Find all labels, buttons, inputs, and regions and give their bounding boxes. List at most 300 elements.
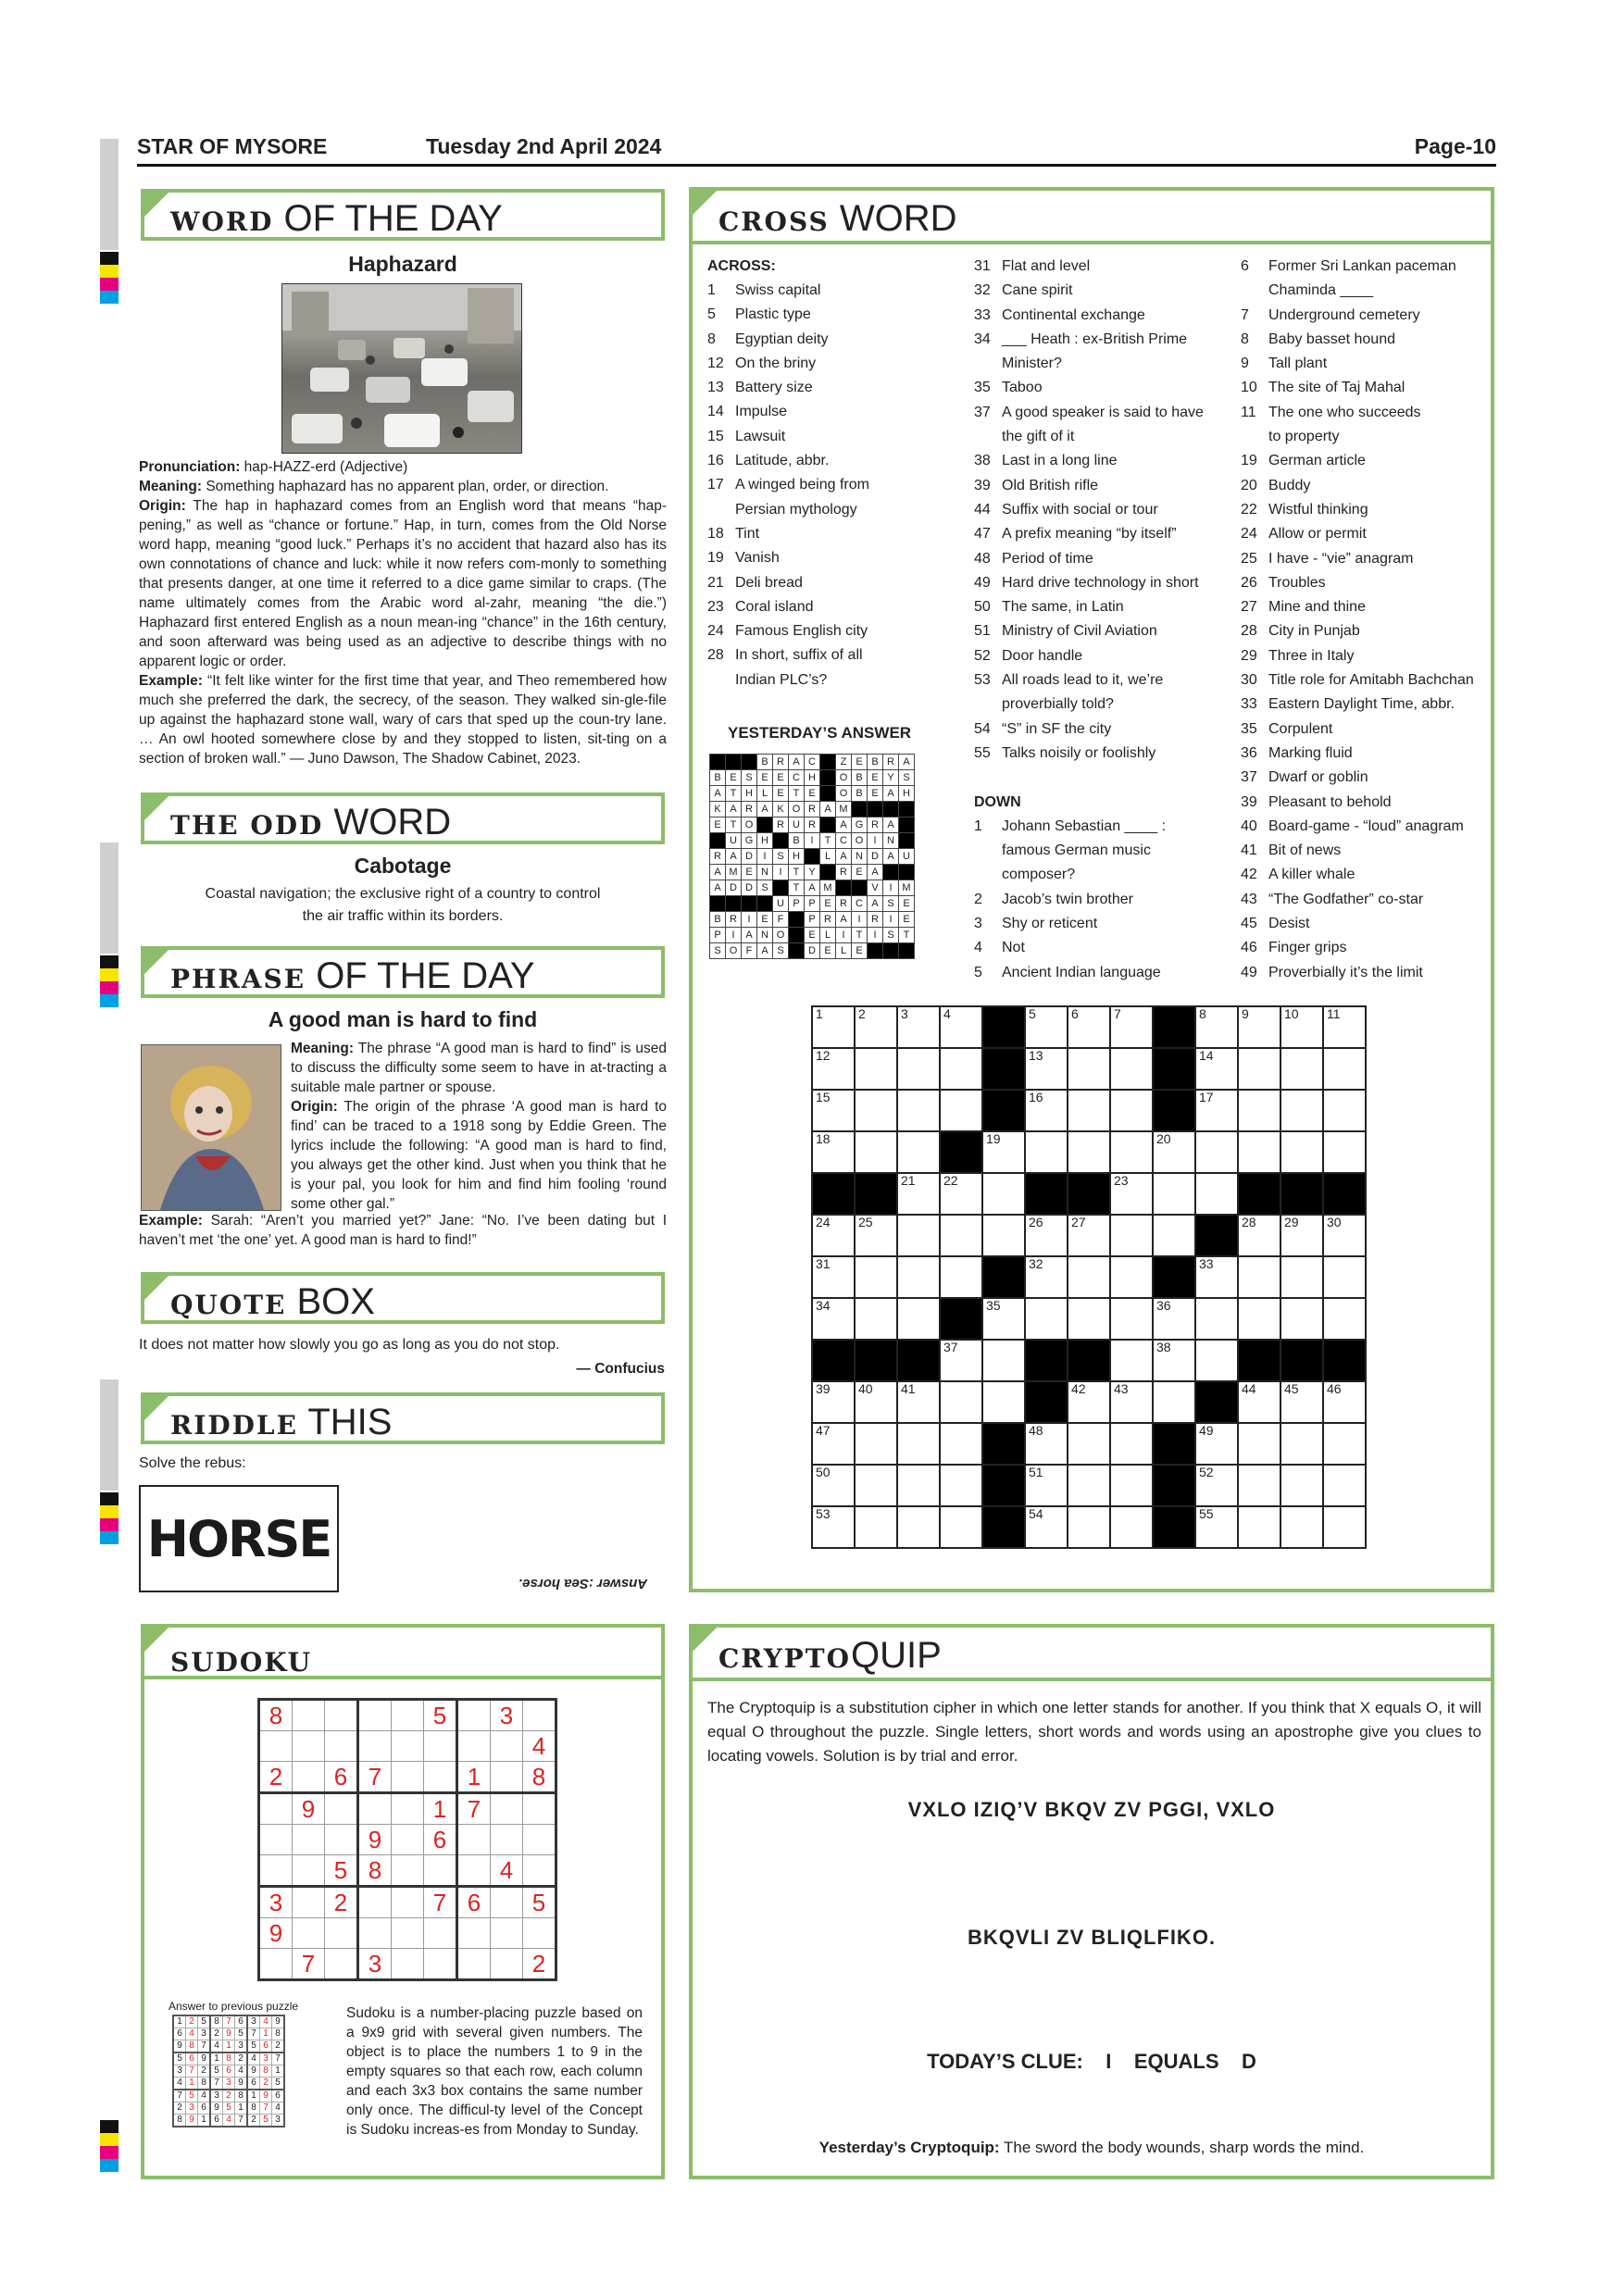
crossword-cell[interactable]	[1025, 1256, 1068, 1298]
crossword-cell[interactable]	[855, 1006, 897, 1048]
crossword-cell[interactable]	[1195, 1340, 1238, 1381]
crossword-cell[interactable]	[1323, 1215, 1366, 1256]
clue: 34 ___ Heath : ex-British Prime	[974, 331, 1188, 347]
crossword-cell[interactable]	[1238, 1090, 1280, 1131]
sudoku-cell[interactable]	[325, 1918, 358, 1949]
crossword-cell[interactable]	[940, 1423, 982, 1465]
prev-sudoku-cell: 2	[272, 2040, 285, 2053]
crossword-cell[interactable]	[812, 1423, 855, 1465]
sudoku-cell[interactable]	[491, 1918, 523, 1949]
crossword-cell[interactable]	[940, 1173, 982, 1215]
crossword-cell[interactable]	[1323, 1090, 1366, 1131]
crossword-cell[interactable]	[812, 1298, 855, 1340]
crossword-cell[interactable]	[940, 1256, 982, 1298]
answer-cell: A	[836, 912, 852, 928]
black-cell	[855, 1340, 897, 1381]
crossword-cell[interactable]	[1280, 1423, 1323, 1465]
crossword-cell[interactable]	[940, 1340, 982, 1381]
sudoku-cell[interactable]	[358, 1918, 392, 1949]
crossword-cell[interactable]	[897, 1131, 940, 1173]
crossword-cell[interactable]	[982, 1173, 1025, 1215]
black-cell	[820, 786, 836, 802]
crossword-cell[interactable]	[1195, 1090, 1238, 1131]
sudoku-cell[interactable]	[424, 1949, 457, 1980]
crossword-cell[interactable]	[812, 1006, 855, 1048]
crossword-cell[interactable]	[1238, 1048, 1280, 1090]
clue: 37 Dwarf or goblin	[1241, 769, 1368, 786]
prev-sudoku-cell: 1	[247, 2090, 260, 2103]
sudoku-cell[interactable]	[523, 1793, 556, 1825]
prev-sudoku-cell: 3	[186, 2103, 198, 2115]
crossword-cell[interactable]	[1110, 1381, 1153, 1423]
clue: 11 The one who succeeds	[1241, 404, 1421, 420]
traffic-photo	[281, 283, 522, 454]
answer-cell: U	[789, 817, 805, 833]
sudoku-cell[interactable]	[259, 1949, 293, 1980]
sudoku-cell[interactable]	[424, 1855, 457, 1887]
clue-number: 54	[1029, 1506, 1043, 1521]
crossword-cell[interactable]	[1323, 1256, 1366, 1298]
clue: 52 Door handle	[974, 647, 1083, 664]
answer-cell: D	[742, 849, 757, 865]
crossword-cell[interactable]	[812, 1465, 855, 1506]
sudoku-cell[interactable]	[457, 1825, 491, 1855]
sudoku-cell[interactable]	[293, 1887, 325, 1918]
sudoku-cell[interactable]	[392, 1855, 424, 1887]
clue: 9 Tall plant	[1241, 356, 1328, 372]
crossword-cell[interactable]	[1153, 1381, 1195, 1423]
crossword-cell[interactable]	[1110, 1173, 1153, 1215]
crossword-cell[interactable]	[940, 1381, 982, 1423]
crossword-cell[interactable]	[1238, 1381, 1280, 1423]
crossword-cell[interactable]	[1323, 1381, 1366, 1423]
crossword-cell[interactable]	[1110, 1048, 1153, 1090]
sudoku-cell[interactable]	[424, 1762, 457, 1793]
sudoku-cell[interactable]	[457, 1855, 491, 1887]
crossword-cell[interactable]	[1280, 1006, 1323, 1048]
sudoku-cell[interactable]	[457, 1700, 491, 1731]
crossword-cell[interactable]	[1025, 1423, 1068, 1465]
answer-cell: T	[820, 833, 836, 849]
sudoku-cell[interactable]	[259, 1731, 293, 1762]
crossword-cell[interactable]	[1110, 1506, 1153, 1548]
crossword-cell[interactable]	[1323, 1131, 1366, 1173]
crossword-cell[interactable]	[812, 1090, 855, 1131]
sudoku-cell[interactable]	[293, 1762, 325, 1793]
black-cell	[940, 1298, 982, 1340]
prev-sudoku-cell: 9	[247, 2065, 260, 2078]
answer-cell: R	[710, 849, 726, 865]
crossword-cell[interactable]	[1280, 1131, 1323, 1173]
black-cell	[982, 1423, 1025, 1465]
crossword-cell[interactable]	[897, 1298, 940, 1340]
prev-sudoku-cell: 9	[223, 2028, 235, 2040]
crossword-cell[interactable]	[1025, 1465, 1068, 1506]
crossword-cell[interactable]	[940, 1215, 982, 1256]
answer-cell: A	[868, 865, 883, 880]
crossword-cell[interactable]	[1238, 1465, 1280, 1506]
sudoku-cell[interactable]	[457, 1918, 491, 1949]
clue: 16 Latitude, abbr.	[707, 453, 830, 469]
clue-number: 50	[816, 1465, 831, 1479]
prev-sudoku-cell: 4	[198, 2090, 211, 2103]
crossword-cell[interactable]	[1153, 1173, 1195, 1215]
sudoku-cell[interactable]	[259, 1793, 293, 1825]
black-cell	[940, 1131, 982, 1173]
crossword-cell[interactable]	[897, 1256, 940, 1298]
sudoku-cell[interactable]	[358, 1700, 392, 1731]
crossword-cell[interactable]	[1025, 1006, 1068, 1048]
clue-number: 36	[1156, 1298, 1171, 1313]
crossword-cell[interactable]	[1195, 1423, 1238, 1465]
prev-sudoku-cell: 3	[210, 2090, 223, 2103]
sudoku-cell[interactable]	[523, 1700, 556, 1731]
crossword-cell[interactable]	[1280, 1048, 1323, 1090]
answer-cell: G	[742, 833, 757, 849]
color-mark	[100, 981, 119, 994]
clue: 29 Three in Italy	[1241, 647, 1355, 664]
black-cell	[1153, 1090, 1195, 1131]
crossword-cell[interactable]	[1025, 1048, 1068, 1090]
prev-sudoku-cell: 3	[223, 2078, 235, 2090]
crossword-cell[interactable]	[855, 1090, 897, 1131]
crossword-cell[interactable]	[1068, 1423, 1110, 1465]
sudoku-cell[interactable]	[358, 1887, 392, 1918]
crossword-cell[interactable]	[1068, 1006, 1110, 1048]
crossword-cell[interactable]	[1068, 1506, 1110, 1548]
crossword-cell[interactable]	[1110, 1298, 1153, 1340]
sudoku-cell[interactable]	[259, 1825, 293, 1855]
black-cell	[1323, 1340, 1366, 1381]
sudoku-cell[interactable]	[392, 1918, 424, 1949]
clue-number: 26	[1029, 1215, 1043, 1229]
crossword-cell[interactable]	[1195, 1131, 1238, 1173]
color-mark	[100, 994, 119, 1007]
prev-sudoku-grid	[172, 2015, 285, 2128]
crossword-cell[interactable]	[1195, 1173, 1238, 1215]
crossword-cell[interactable]	[1110, 1256, 1153, 1298]
prev-sudoku-cell: 9	[210, 2103, 223, 2115]
sudoku-cell[interactable]	[523, 1825, 556, 1855]
black-cell	[1153, 1465, 1195, 1506]
yesterday-cryptoquip: Yesterday’s Cryptoquip: The sword the body wounds, sharp words the mind.	[818, 2139, 1365, 2156]
crossword-cell[interactable]	[855, 1381, 897, 1423]
sudoku-cell[interactable]	[491, 1793, 523, 1825]
clue-number: 21	[901, 1173, 916, 1188]
crossword-cell[interactable]	[855, 1215, 897, 1256]
answer-cell: T	[789, 880, 805, 896]
prev-sudoku-cell: 4	[235, 2065, 248, 2078]
clue: 2 Jacob’s twin brother	[974, 891, 1133, 907]
crossword-cell[interactable]	[1195, 1048, 1238, 1090]
crossword-cell[interactable]	[1110, 1090, 1153, 1131]
crossword-cell[interactable]	[1025, 1298, 1068, 1340]
crossword-cell[interactable]	[855, 1256, 897, 1298]
sudoku-cell[interactable]	[392, 1700, 424, 1731]
crossword-cell[interactable]	[940, 1006, 982, 1048]
sudoku-cell[interactable]	[293, 1731, 325, 1762]
prev-sudoku-cell: 7	[198, 2040, 211, 2053]
crossword-cell[interactable]	[812, 1381, 855, 1423]
answer-cell: R	[836, 865, 852, 880]
prev-sudoku-cell: 8	[223, 2053, 235, 2065]
prev-sudoku-cell: 8	[235, 2090, 248, 2103]
crossword-cell[interactable]	[1110, 1465, 1153, 1506]
black-cell	[899, 865, 915, 880]
black-cell	[982, 1256, 1025, 1298]
crossword-cell[interactable]	[1195, 1506, 1238, 1548]
prev-sudoku-cell: 3	[173, 2065, 186, 2078]
crossword-cell[interactable]	[940, 1465, 982, 1506]
black-cell	[897, 1340, 940, 1381]
sudoku-header: SUDOKU	[141, 1624, 665, 1679]
crossword-cell[interactable]	[1068, 1131, 1110, 1173]
prev-sudoku-cell: 2	[235, 2053, 248, 2065]
black-cell	[726, 896, 742, 912]
crossword-cell[interactable]	[1025, 1215, 1068, 1256]
answer-cell: R	[820, 912, 836, 928]
answer-cell: A	[836, 817, 852, 833]
crossword-cell[interactable]	[1238, 1423, 1280, 1465]
crossword-cell[interactable]	[1195, 1465, 1238, 1506]
sudoku-cell[interactable]	[392, 1731, 424, 1762]
crossword-cell[interactable]	[1280, 1381, 1323, 1423]
sudoku-cell[interactable]	[491, 1825, 523, 1855]
answer-cell: O	[852, 833, 868, 849]
clue-number: 14	[1199, 1048, 1214, 1063]
crossword-cell[interactable]	[1068, 1298, 1110, 1340]
crossword-cell[interactable]	[897, 1215, 940, 1256]
sudoku-cell[interactable]	[358, 1731, 392, 1762]
crossword-cell[interactable]	[1280, 1256, 1323, 1298]
crossword-cell[interactable]	[940, 1506, 982, 1548]
crossword-cell[interactable]	[1153, 1298, 1195, 1340]
crossword-cell[interactable]	[982, 1340, 1025, 1381]
page-number: Page-10	[1414, 134, 1496, 158]
crossword-cell[interactable]	[1025, 1131, 1068, 1173]
black-cell	[1025, 1173, 1068, 1215]
sudoku-cell[interactable]	[325, 1949, 358, 1980]
sudoku-cell[interactable]	[293, 1918, 325, 1949]
sudoku-cell[interactable]	[392, 1825, 424, 1855]
answer-cell: R	[868, 912, 883, 928]
sudoku-cell[interactable]	[424, 1918, 457, 1949]
crossword-cell[interactable]	[812, 1131, 855, 1173]
crossword-cell[interactable]	[1068, 1381, 1110, 1423]
crossword-cell[interactable]	[1280, 1298, 1323, 1340]
crossword-cell[interactable]	[1238, 1215, 1280, 1256]
clue-number: 32	[1029, 1256, 1043, 1271]
crossword-cell[interactable]	[1153, 1131, 1195, 1173]
crossword-cell[interactable]	[1195, 1256, 1238, 1298]
sudoku-cell[interactable]	[491, 1949, 523, 1980]
clue-number: 20	[1156, 1131, 1171, 1146]
answer-cell: E	[726, 770, 742, 786]
answer-cell: M	[899, 880, 915, 896]
crossword-cell[interactable]	[1280, 1465, 1323, 1506]
crossword-cell[interactable]	[812, 1256, 855, 1298]
crossword-cell[interactable]	[1110, 1340, 1153, 1381]
crossword-cell[interactable]	[897, 1381, 940, 1423]
clue: 19 Vanish	[707, 550, 780, 567]
crossword-cell[interactable]	[897, 1090, 940, 1131]
crossword-cell[interactable]	[897, 1173, 940, 1215]
crossword-cell[interactable]	[982, 1131, 1025, 1173]
crossword-cell[interactable]	[1238, 1006, 1280, 1048]
clue-number: 53	[816, 1506, 831, 1521]
crossword-cell[interactable]	[1110, 1423, 1153, 1465]
crossword-cell[interactable]	[812, 1506, 855, 1548]
crossword-cell[interactable]	[982, 1381, 1025, 1423]
odd-word-header: THE ODD WORD	[141, 792, 665, 844]
sudoku-cell: 1	[424, 1793, 457, 1825]
crossword-cell[interactable]	[1323, 1048, 1366, 1090]
crossword-cell[interactable]	[855, 1423, 897, 1465]
sudoku-cell[interactable]	[293, 1825, 325, 1855]
crossword-cell[interactable]	[940, 1090, 982, 1131]
answer-cell: P	[710, 928, 726, 943]
crossword-cell[interactable]	[855, 1298, 897, 1340]
clue: 33 Eastern Daylight Time, abbr.	[1241, 696, 1455, 713]
crossword-cell[interactable]	[1153, 1215, 1195, 1256]
prev-sudoku-cell: 9	[272, 2015, 285, 2028]
crossword-cell[interactable]	[855, 1465, 897, 1506]
crossword-cell[interactable]	[940, 1048, 982, 1090]
sudoku-cell: 7	[358, 1762, 392, 1793]
sudoku-cell[interactable]	[491, 1887, 523, 1918]
sudoku-cell[interactable]	[523, 1918, 556, 1949]
sudoku-cell[interactable]	[392, 1887, 424, 1918]
sudoku-cell[interactable]	[491, 1731, 523, 1762]
prev-sudoku-cell: 9	[186, 2115, 198, 2128]
prev-sudoku-cell: 4	[272, 2103, 285, 2115]
crossword-cell[interactable]	[897, 1506, 940, 1548]
answer-cell: E	[899, 912, 915, 928]
crossword-cell[interactable]	[1323, 1506, 1366, 1548]
crossword-cell[interactable]	[855, 1048, 897, 1090]
crossword-cell[interactable]	[1068, 1215, 1110, 1256]
sudoku-cell[interactable]	[523, 1855, 556, 1887]
rebus-image	[139, 1485, 339, 1592]
clue-number: 55	[1199, 1506, 1214, 1521]
sudoku-cell[interactable]	[325, 1793, 358, 1825]
answer-cell: B	[757, 755, 773, 770]
cipher-line-2: BKQVLI ZV BLIQLFIKO.	[967, 1926, 1217, 1949]
clue: Chaminda ____	[1268, 282, 1373, 299]
crossword-cell[interactable]	[1323, 1298, 1366, 1340]
sudoku-cell[interactable]	[293, 1855, 325, 1887]
clue-number: 33	[1199, 1256, 1214, 1271]
sudoku-cell[interactable]	[457, 1949, 491, 1980]
sudoku-cell: 5	[325, 1855, 358, 1887]
sudoku-cell[interactable]	[392, 1949, 424, 1980]
crossword-cell[interactable]	[1025, 1090, 1068, 1131]
cryptoquip-intro: The Cryptoquip is a substitution cipher in which one letter stands for another. If you think that X equals O, it will equal O throughout the puzzle. Single letters, short words and words using an apostrophe give you clues to locating vowels. Solution is by trial and error.	[707, 1699, 1481, 1765]
sudoku-cell[interactable]	[293, 1700, 325, 1731]
crossword-cell[interactable]	[1323, 1465, 1366, 1506]
crossword-cell[interactable]	[855, 1506, 897, 1548]
crossword-cell[interactable]	[982, 1215, 1025, 1256]
crossword-cell[interactable]	[812, 1215, 855, 1256]
crossword-cell[interactable]	[982, 1298, 1025, 1340]
crossword-cell[interactable]	[897, 1423, 940, 1465]
sudoku-cell[interactable]	[358, 1793, 392, 1825]
crossword-cell[interactable]	[855, 1131, 897, 1173]
crossword-cell[interactable]	[1280, 1090, 1323, 1131]
sudoku-cell[interactable]	[491, 1762, 523, 1793]
clue-number: 8	[1199, 1006, 1206, 1021]
crossword-cell[interactable]	[1323, 1423, 1366, 1465]
black-cell	[883, 802, 899, 817]
crossword-cell[interactable]	[1110, 1131, 1153, 1173]
crossword-cell[interactable]	[1110, 1006, 1153, 1048]
sudoku-cell[interactable]	[325, 1825, 358, 1855]
sudoku-cell: 3	[358, 1949, 392, 1980]
clue: composer?	[1002, 867, 1076, 883]
sudoku-cell[interactable]	[325, 1731, 358, 1762]
sudoku-cell[interactable]	[457, 1731, 491, 1762]
sudoku-cell: 6	[424, 1825, 457, 1855]
black-cell	[1025, 1381, 1068, 1423]
sudoku-cell[interactable]	[259, 1855, 293, 1887]
answer-cell: O	[742, 817, 757, 833]
crossword-cell[interactable]	[1025, 1506, 1068, 1548]
black-cell	[1195, 1215, 1238, 1256]
crossword-cell[interactable]	[1068, 1090, 1110, 1131]
crossword-cell[interactable]	[1280, 1215, 1323, 1256]
crossword-cell[interactable]	[1110, 1215, 1153, 1256]
crossword-cell[interactable]	[897, 1465, 940, 1506]
sudoku-cell[interactable]	[392, 1762, 424, 1793]
sudoku-cell[interactable]	[392, 1793, 424, 1825]
black-cell	[883, 865, 899, 880]
sudoku-cell[interactable]	[424, 1731, 457, 1762]
answer-cell: H	[789, 849, 805, 865]
prev-sudoku-cell: 4	[186, 2028, 198, 2040]
crossword-cell[interactable]	[1238, 1298, 1280, 1340]
crossword-cell[interactable]	[1323, 1006, 1366, 1048]
clue: 38 Last in a long line	[974, 453, 1118, 469]
corner-triangle	[144, 1276, 169, 1300]
crossword-cell[interactable]	[1280, 1506, 1323, 1548]
crossword-cell[interactable]	[812, 1048, 855, 1090]
clue-number: 4	[943, 1006, 951, 1021]
prev-sudoku-cell: 7	[223, 2015, 235, 2028]
clue-number: 39	[816, 1381, 831, 1396]
prev-sudoku-cell: 6	[235, 2015, 248, 2028]
clue-number: 41	[901, 1381, 916, 1396]
crossword-cell[interactable]	[1195, 1006, 1238, 1048]
crossword-cell[interactable]	[1195, 1298, 1238, 1340]
crossword-cell[interactable]	[897, 1006, 940, 1048]
crossword-cell[interactable]	[1238, 1256, 1280, 1298]
sudoku-cell: 8	[358, 1855, 392, 1887]
crossword-cell[interactable]	[1068, 1465, 1110, 1506]
crossword-cell[interactable]	[1068, 1048, 1110, 1090]
phrase-example: Example: Sarah: “Aren’t you married yet?” Jane: “No. I’ve been dating but I haven’t met ‘the one’ yet. A good man is hard to find!”	[139, 1213, 667, 1248]
crossword-cell[interactable]	[1238, 1131, 1280, 1173]
clue-number: 35	[986, 1298, 1001, 1313]
crossword-cell[interactable]	[897, 1048, 940, 1090]
crossword-cell[interactable]	[1238, 1506, 1280, 1548]
crossword-cell[interactable]	[1153, 1340, 1195, 1381]
sudoku-cell[interactable]	[325, 1700, 358, 1731]
crossword-cell[interactable]	[1068, 1256, 1110, 1298]
answer-cell: E	[852, 755, 868, 770]
answer-cell: H	[899, 786, 915, 802]
prev-sudoku-cell: 7	[235, 2115, 248, 2128]
quote-header: QUOTE BOX	[141, 1272, 665, 1324]
